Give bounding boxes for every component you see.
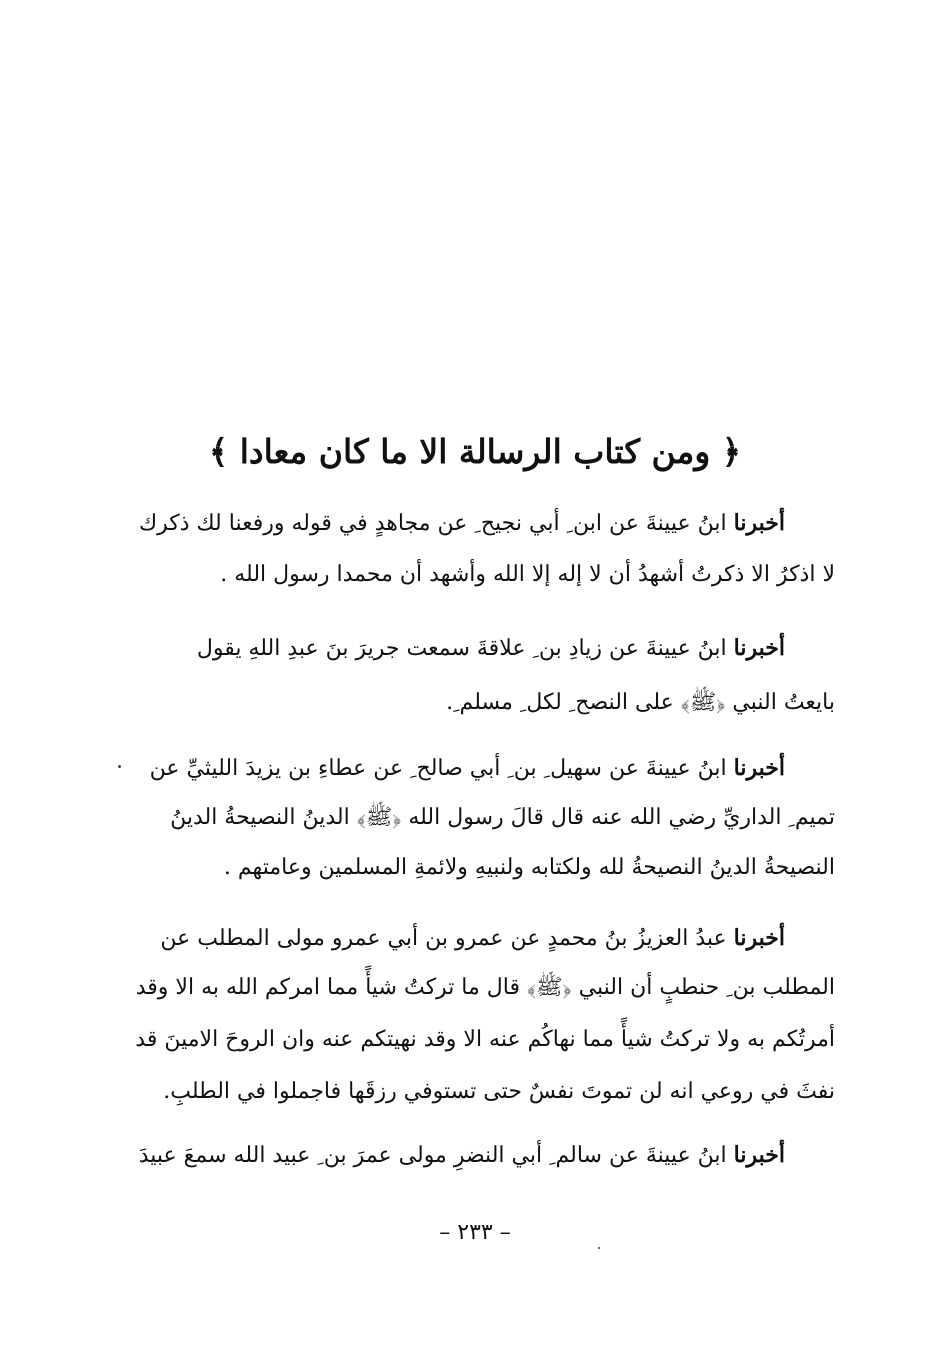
chapter-title: ﴿ ومن كتاب الرسالة الا ما كان معادا ﴾ bbox=[208, 432, 742, 471]
paragraph-text: ابنُ عيينةَ عن ابن ِ أبي نجيح ِ عن مجاهدٍ في قوله ورفعنا لك ذكرك bbox=[138, 511, 727, 536]
hadith-paragraph bbox=[138, 1140, 835, 1185]
paragraph-line bbox=[139, 508, 785, 539]
hadith-paragraph bbox=[150, 625, 835, 715]
paragraph-text: عبدُ العزيزُ بنُ محمدٍ عن عمرو بن أبي عمرو مولى المطلب عن bbox=[160, 926, 727, 951]
paragraph-line bbox=[150, 753, 785, 784]
paragraph-line: تميم ِ الداريِّ رضي الله عنه قال قالَ رسول الله ﴿ﷺ﴾ الدينُ النصيحةُ الدينُ bbox=[170, 805, 835, 830]
paragraph-text: ابنُ عيينةَ عن سالم ِ أبي النضرِ مولى عمرَ بن ِ عبيد الله سمعَ عبيدَ bbox=[138, 1143, 727, 1168]
hadith-paragraph bbox=[135, 915, 835, 1115]
paragraph-text: ابنُ عيينةَ عن سهيل ِ بن ِ أبي صالح ِ عن عطاءِ بن يزيدَ الليثيِّ عن bbox=[149, 756, 727, 781]
page-number: – ٢٣٣ – bbox=[439, 1220, 511, 1245]
paragraph-line: النصيحةُ الدينُ النصيحةُ لله ولكتابه ولنبيهِ ولائمةِ المسلمين وعامتهم . bbox=[223, 855, 835, 880]
paragraph-lead-word: أخبرنا bbox=[733, 1142, 785, 1168]
paragraph-line: المطلب بن ِ حنطبٍ أن النبي ﴿ﷺ﴾ قال ما تركتُ شيأً مما امركم الله به الا وقد bbox=[135, 975, 835, 1000]
paragraph-lead-word: أخبرنا bbox=[733, 925, 785, 951]
paragraph-line bbox=[197, 633, 785, 664]
paragraph-line: أمرتُكم به ولا تركتُ شيأً مما نهاكُم عنه الا وقد نهيتكم عنه وان الروحَ الامينَ قد bbox=[135, 1027, 835, 1052]
scan-speck bbox=[598, 1247, 600, 1249]
hadith-paragraph bbox=[138, 500, 835, 590]
paragraph-line: بايعتُ النبي ﴿ﷺ﴾ على النصح ِ لكل ِ مسلم ِ. bbox=[446, 690, 835, 715]
paragraph-line: لا اذكرُ الا ذكرتُ أشهدُ أن لا إله إلا الله وأشهد أن محمدا رسول الله . bbox=[220, 562, 835, 587]
scan-speck bbox=[118, 765, 121, 768]
paragraph-line bbox=[139, 1140, 785, 1171]
paragraph-lead-word: أخبرنا bbox=[733, 510, 785, 536]
paragraph-lead-word: أخبرنا bbox=[733, 755, 785, 781]
paragraph-text: ابنُ عيينةَ عن زيادِ بن ِ علاقةَ سمعت جريرَ بنَ عبدِ اللهِ يقول bbox=[196, 636, 727, 661]
paragraph-line bbox=[160, 923, 785, 954]
paragraph-line: نفثَ في روعي انه لن تموتَ نفسٌ حتى تستوفي رزقَها فاجملوا في الطلبِ. bbox=[163, 1079, 835, 1104]
paragraph-lead-word: أخبرنا bbox=[733, 635, 785, 661]
hadith-paragraph bbox=[150, 745, 835, 885]
